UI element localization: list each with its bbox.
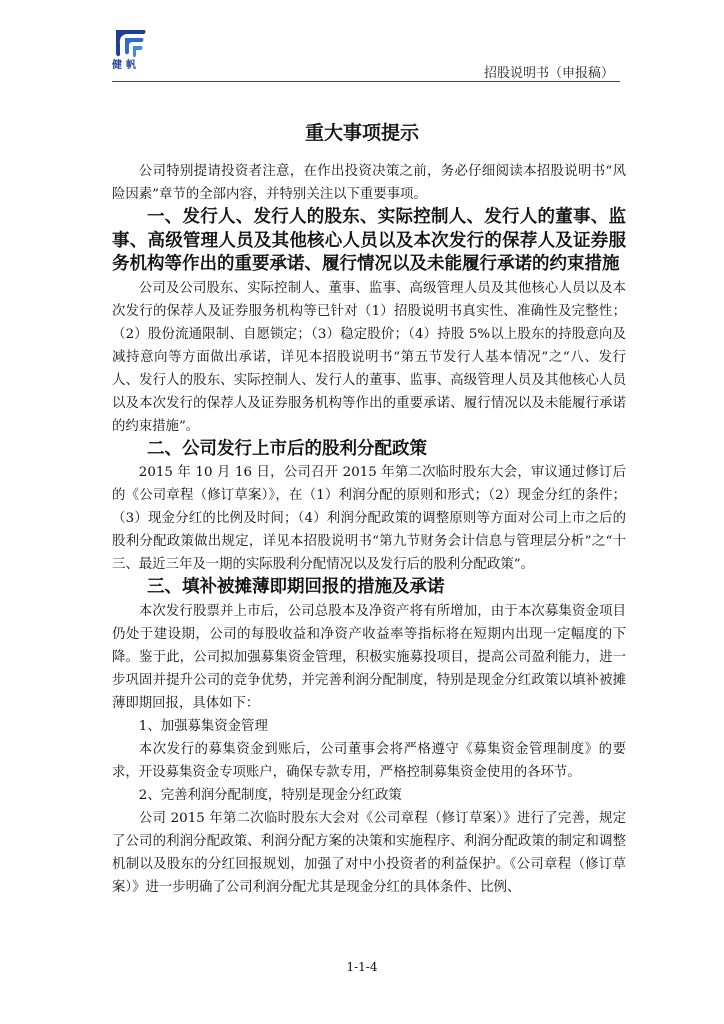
section-3-item-1-paragraph: 本次发行的募集资金到账后，公司董事会将严格遵守《募集资金管理制度》的要求，开设募集资金专项账户，确保专款专用，严格控制募集资金使用的各环节。: [112, 741, 626, 780]
header-divider: [112, 81, 620, 82]
section-1-heading: 一、发行人、发行人的股东、实际控制人、发行人的董事、监事、高级管理人员及其他核心人员以及本次发行的保荐人及证券服务机构等作出的重要承诺、履行情况以及未能履行承诺的约束措施: [112, 207, 626, 274]
section-3-heading: 三、填补被摊薄即期回报的措施及承诺: [147, 577, 445, 597]
intro-paragraph: 公司特别提请投资者注意，在作出投资决策之前，务必仔细阅读本招股说明书“风险因素”章节的全部内容，并特别关注以下重要事项。: [112, 164, 626, 202]
section-3-item-1: 1、加强募集资金管理: [138, 718, 268, 734]
section-2-paragraph: 2015 年 10 月 16 日，公司召开 2015 年第二次临时股东大会，审议通过修订后的《公司章程（修订草案）》，在（1）利润分配的原则和形式；（2）现金分红的条件；（3）现金分红的比例及时间；（4）利润分配政策的调整原则等方面对公司上市之后的股利分配政策做出规定，详见本招股说明书“第九节财务会计信息与管理层分析”之“十三、最近三年及一期的实际股利分配情况以及发行后的股利分配政策”。: [112, 465, 626, 572]
section-2-heading: 二、公司发行上市后的股利分配政策: [147, 438, 427, 459]
page-title: 重大事项提示: [304, 122, 419, 144]
section-3-item-2-paragraph: 公司 2015 年第二次临时股东大会对《公司章程（修订草案）》进行了完善，规定了公司的利润分配政策、利润分配方案的决策和实施程序、利润分配政策的制定和调整机制以及股东的分红回报规划，加强了对中小投资者的利益保护。《公司章程（修订草案）》进一步明确了公司利润分配尤其是现金分红的具体条件、比例、: [112, 810, 626, 895]
main-content: [112, 160, 626, 899]
header-doc-title: 招股说明书（申报稿）: [483, 66, 614, 81]
section-1-paragraph: 公司及公司股东、实际控制人、董事、监事、高级管理人员及其他核心人员以及本次发行的保荐人及证券服务机构等已针对（1）招股说明书真实性、准确性及完整性；（2）股份流通限制、自愿锁定；（3）稳定股价；（4）持股 5%以上股东的持股意向及减持意向等方面做出承诺，详见本招股说明书“第五节发行人基本情况”之“八、发行人、发行人的股东、实际控制人、发行人的董事、监事、高级管理人员及其他核心人员以及本次发行的保荐人及证券服务机构等作出的重要承诺、履行情况以及未能履行承诺的约束措施”。: [112, 280, 626, 434]
section-3-paragraph: 本次发行股票并上市后，公司总股本及净资产将有所增加，由于本次募集资金项目仍处于建设期，公司的每股收益和净资产收益率等指标将在短期内出现一定幅度的下降。鉴于此，公司拟加强募集资金管理，积极实施募投项目，提高公司盈利能力，进一步巩固并提升公司的竞争优势，并完善利润分配制度，特别是现金分红政策以填补被摊薄即期回报，具体如下：: [112, 603, 626, 711]
page-number: 1-1-4: [346, 960, 378, 974]
section-3-item-2: 2、完善利润分配制度，特别是现金分红政策: [138, 787, 402, 803]
logo-text: 健帆: [112, 60, 140, 71]
